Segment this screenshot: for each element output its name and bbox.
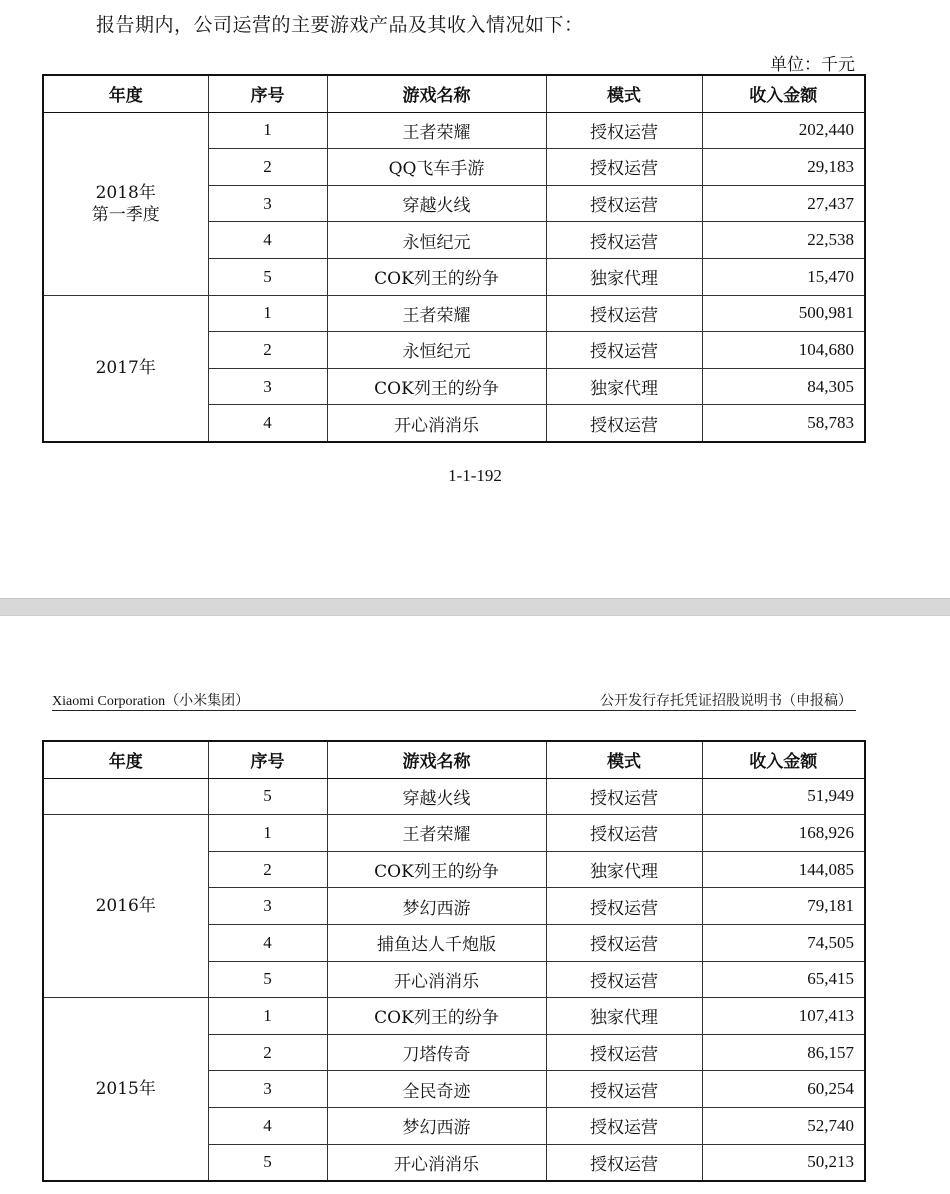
mode-cell: 授权运营 [546, 185, 702, 222]
revenue-cell: 107,413 [702, 998, 865, 1035]
mode-cell: 独家代理 [546, 368, 702, 405]
game-name-cell: 穿越火线 [327, 778, 546, 815]
intro-paragraph: 报告期内，公司运营的主要游戏产品及其收入情况如下： [96, 14, 584, 36]
revenue-cell: 22,538 [702, 222, 865, 259]
index-cell: 4 [208, 222, 327, 259]
table-header-row [43, 75, 865, 112]
revenue-cell: 15,470 [702, 258, 865, 295]
year-label: 2016年 [95, 896, 156, 917]
mode-cell: 授权运营 [546, 405, 702, 442]
table-row [43, 998, 865, 1035]
mode-cell: 独家代理 [546, 258, 702, 295]
revenue-cell: 51,949 [702, 778, 865, 815]
year-cell [43, 998, 208, 1181]
index-cell: 1 [208, 815, 327, 852]
mode-cell: 授权运营 [546, 778, 702, 815]
revenue-cell: 86,157 [702, 1034, 865, 1071]
mode-cell: 授权运营 [546, 295, 702, 332]
mode-cell: 独家代理 [546, 851, 702, 888]
index-cell: 3 [208, 368, 327, 405]
page-number: 1-1-192 [448, 466, 502, 485]
page-separator [0, 598, 950, 616]
mode-cell: 授权运营 [546, 815, 702, 852]
header-year: 年度 [43, 741, 208, 778]
game-name-cell: 捕鱼达人千炮版 [327, 924, 546, 961]
game-name-cell: 王者荣耀 [327, 815, 546, 852]
table-row [43, 815, 865, 852]
header-game-name: 游戏名称 [327, 741, 546, 778]
index-cell: 2 [208, 332, 327, 369]
game-revenue-table-2 [42, 740, 866, 1182]
year-label: 2015年 [95, 1079, 156, 1100]
table-header-row [43, 741, 865, 778]
game-name-cell: COK列王的纷争 [327, 258, 546, 295]
revenue-cell: 84,305 [702, 368, 865, 405]
game-name-cell: COK列王的纷争 [327, 368, 546, 405]
game-name-cell: COK列王的纷争 [327, 998, 546, 1035]
revenue-cell: 60,254 [702, 1071, 865, 1108]
header-mode: 模式 [546, 75, 702, 112]
game-name-cell: 永恒纪元 [327, 332, 546, 369]
index-cell: 1 [208, 998, 327, 1035]
revenue-cell: 50,213 [702, 1144, 865, 1181]
index-cell: 4 [208, 1107, 327, 1144]
year-cell [43, 778, 208, 815]
header-company: Xiaomi Corporation（小米集团） [52, 694, 250, 709]
mode-cell: 授权运营 [546, 112, 702, 149]
index-cell: 2 [208, 851, 327, 888]
game-name-cell: 穿越火线 [327, 185, 546, 222]
index-cell: 2 [208, 1034, 327, 1071]
game-name-cell: 刀塔传奇 [327, 1034, 546, 1071]
mode-cell: 授权运营 [546, 924, 702, 961]
mode-cell: 授权运营 [546, 222, 702, 259]
table-row [43, 295, 865, 332]
revenue-cell: 79,181 [702, 888, 865, 925]
year-label: 2017年 [95, 358, 156, 379]
year-cell [43, 112, 208, 295]
index-cell: 1 [208, 112, 327, 149]
revenue-cell: 65,415 [702, 961, 865, 998]
revenue-cell: 74,505 [702, 924, 865, 961]
revenue-cell: 27,437 [702, 185, 865, 222]
mode-cell: 独家代理 [546, 998, 702, 1035]
header-year: 年度 [43, 75, 208, 112]
index-cell: 5 [208, 778, 327, 815]
mode-cell: 授权运营 [546, 1144, 702, 1181]
index-cell: 3 [208, 1071, 327, 1108]
mode-cell: 授权运营 [546, 888, 702, 925]
header-revenue: 收入金额 [702, 741, 865, 778]
revenue-cell: 104,680 [702, 332, 865, 369]
game-name-cell: QQ飞车手游 [327, 149, 546, 186]
document-page-2 [0, 616, 950, 1194]
revenue-cell: 29,183 [702, 149, 865, 186]
header-index: 序号 [208, 741, 327, 778]
game-name-cell: 王者荣耀 [327, 295, 546, 332]
revenue-cell: 168,926 [702, 815, 865, 852]
header-index: 序号 [208, 75, 327, 112]
year-cell [43, 815, 208, 998]
header-document-title: 公开发行存托凭证招股说明书（申报稿） [600, 693, 852, 709]
game-name-cell: 开心消消乐 [327, 1144, 546, 1181]
index-cell: 5 [208, 258, 327, 295]
index-cell: 3 [208, 888, 327, 925]
revenue-cell: 58,783 [702, 405, 865, 442]
mode-cell: 授权运营 [546, 1034, 702, 1071]
index-cell: 4 [208, 924, 327, 961]
revenue-cell: 52,740 [702, 1107, 865, 1144]
mode-cell: 授权运营 [546, 1071, 702, 1108]
mode-cell: 授权运营 [546, 332, 702, 369]
index-cell: 2 [208, 149, 327, 186]
game-name-cell: 全民奇迹 [327, 1071, 546, 1108]
year-cell [43, 295, 208, 442]
game-name-cell: 开心消消乐 [327, 405, 546, 442]
year-label: 2018年 [95, 182, 156, 203]
index-cell: 3 [208, 185, 327, 222]
index-cell: 1 [208, 295, 327, 332]
game-name-cell: 梦幻西游 [327, 1107, 546, 1144]
revenue-cell: 202,440 [702, 112, 865, 149]
game-name-cell: 开心消消乐 [327, 961, 546, 998]
mode-cell: 授权运营 [546, 961, 702, 998]
running-header [52, 688, 856, 711]
mode-cell: 授权运营 [546, 1107, 702, 1144]
header-revenue: 收入金额 [702, 75, 865, 112]
table-row [43, 778, 865, 815]
index-cell: 5 [208, 1144, 327, 1181]
game-revenue-table-1 [42, 74, 866, 443]
game-name-cell: 永恒纪元 [327, 222, 546, 259]
index-cell: 4 [208, 405, 327, 442]
table-row [43, 112, 865, 149]
header-mode: 模式 [546, 741, 702, 778]
index-cell: 5 [208, 961, 327, 998]
game-name-cell: 梦幻西游 [327, 888, 546, 925]
revenue-cell: 500,981 [702, 295, 865, 332]
game-name-cell: COK列王的纷争 [327, 851, 546, 888]
header-game-name: 游戏名称 [327, 75, 546, 112]
mode-cell: 授权运营 [546, 149, 702, 186]
revenue-cell: 144,085 [702, 851, 865, 888]
unit-label: 单位：千元 [770, 55, 855, 75]
year-label: 第一季度 [91, 204, 160, 225]
game-name-cell: 王者荣耀 [327, 112, 546, 149]
